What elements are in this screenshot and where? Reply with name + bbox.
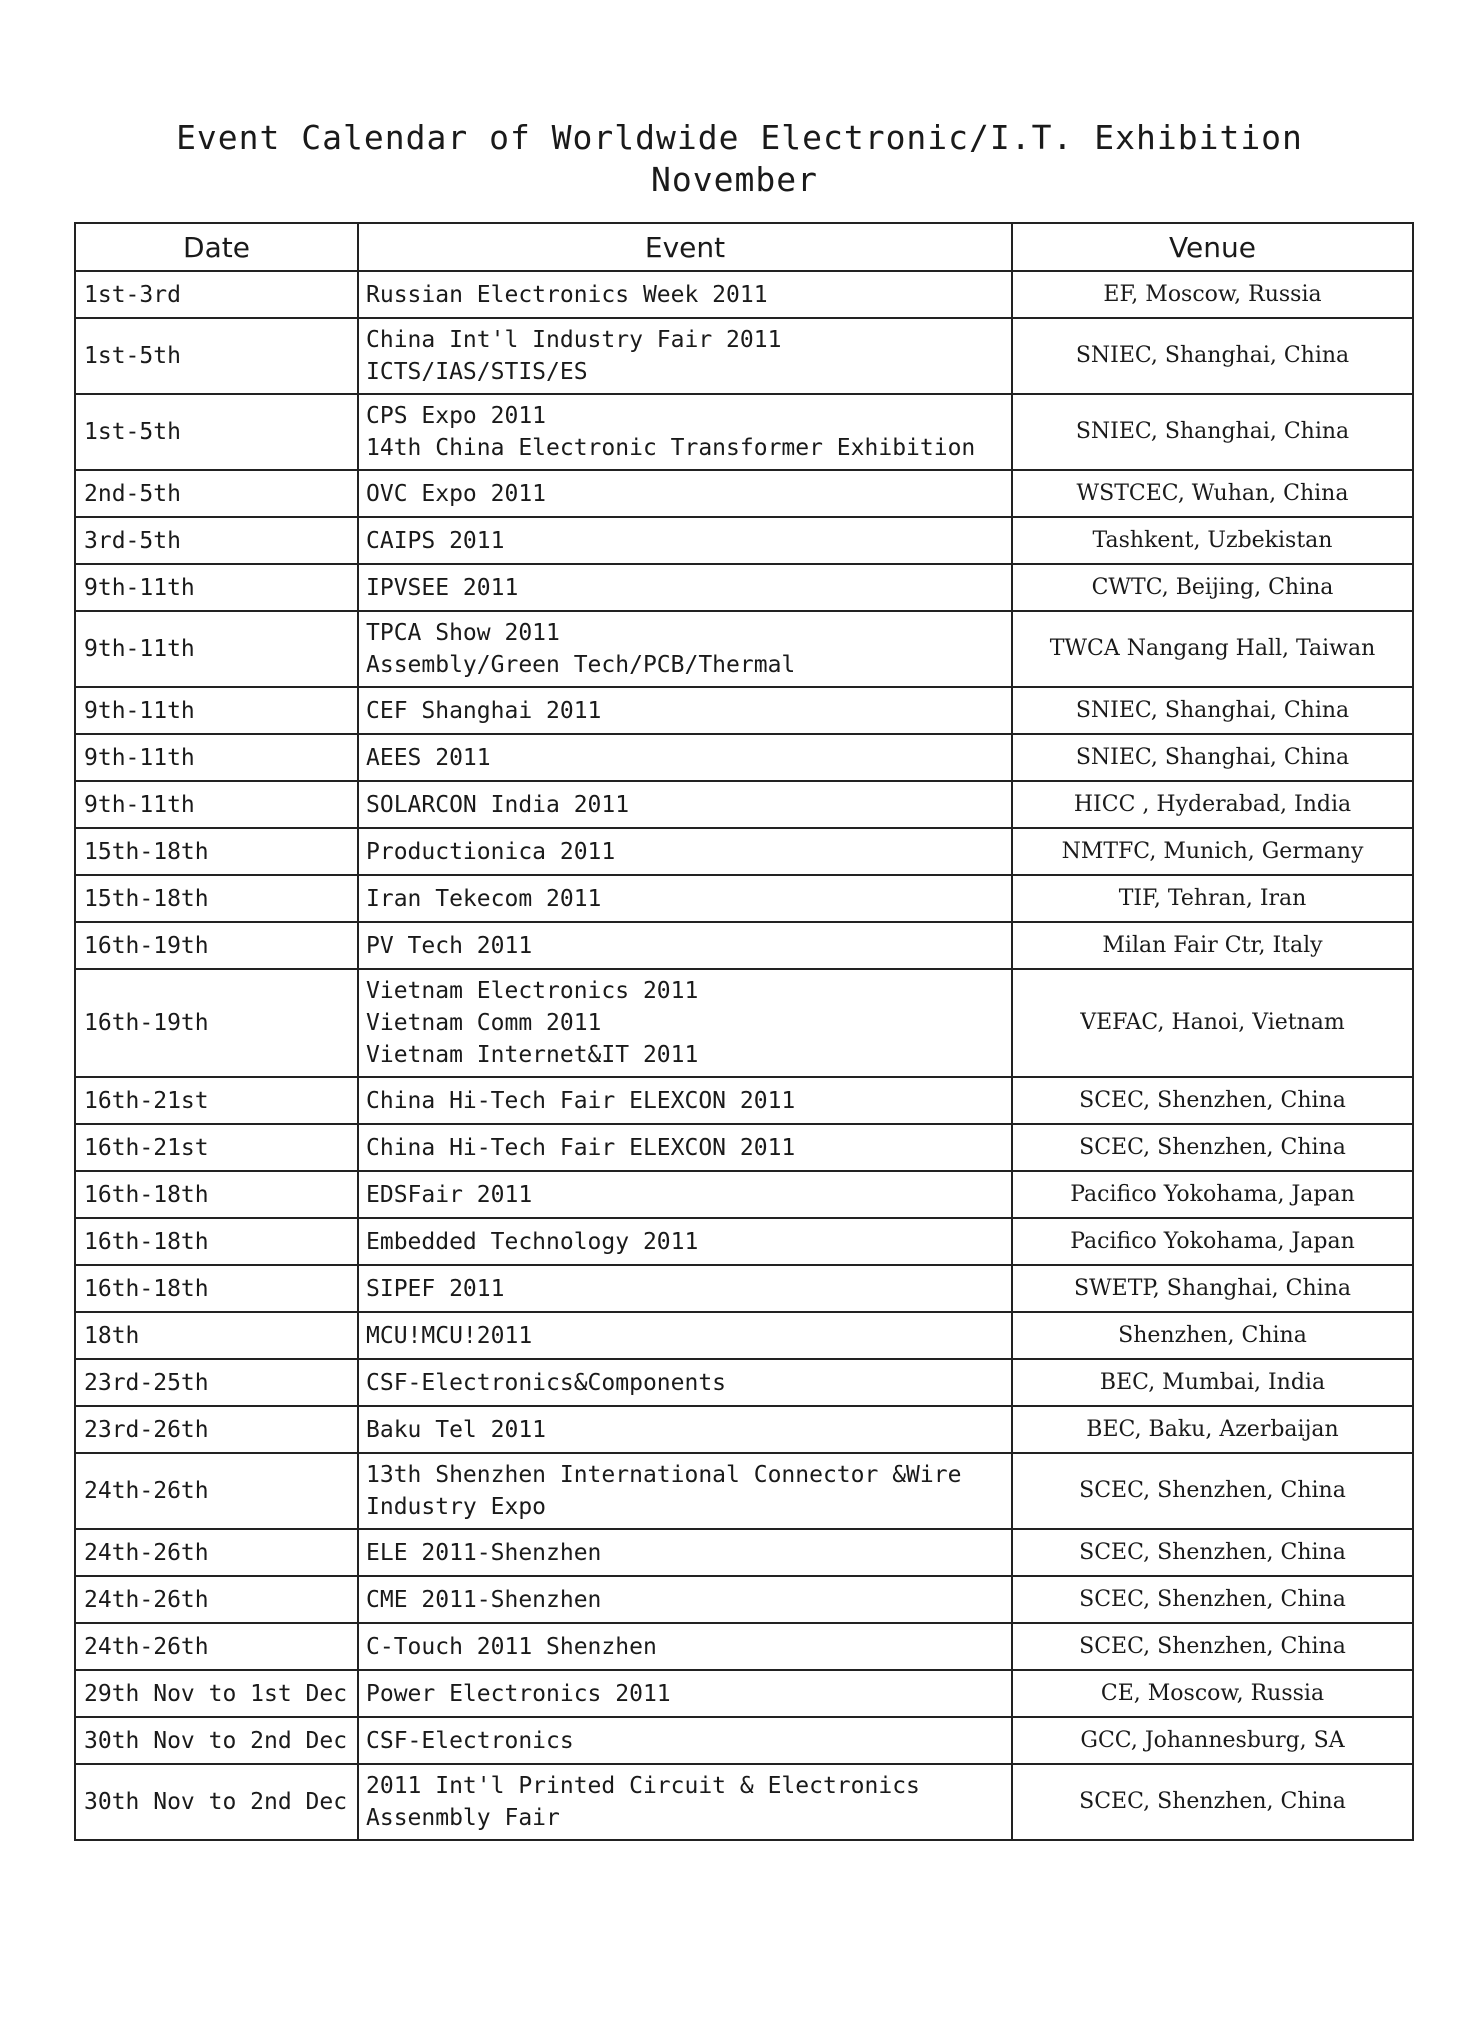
event-name-line: IPVSEE 2011 <box>366 574 519 601</box>
table-row <box>75 611 1413 687</box>
event-name-line: Vietnam Electronics 2011 <box>366 978 699 1004</box>
event-name-cell <box>358 1717 1012 1764</box>
event-date-cell: 18th <box>75 1312 358 1359</box>
header-date: Date <box>75 223 358 271</box>
table-body <box>75 271 1413 1840</box>
event-name-cell <box>358 781 1012 828</box>
table-row <box>75 271 1413 318</box>
event-name-line: CPS Expo 2011 <box>366 403 547 429</box>
table-row <box>75 1529 1413 1576</box>
table-row <box>75 1623 1413 1670</box>
event-date-cell: 2nd-5th <box>75 470 358 517</box>
event-name-line: AEES 2011 <box>366 744 491 771</box>
event-date-cell: 1st-5th <box>75 394 358 470</box>
table-row <box>75 1265 1413 1312</box>
table-row <box>75 734 1413 781</box>
event-date-cell: 30th Nov to 2nd Dec <box>75 1764 358 1840</box>
event-name-cell <box>358 1623 1012 1670</box>
event-date-cell: 9th-11th <box>75 611 358 687</box>
event-name-cell <box>358 734 1012 781</box>
event-date-cell: 1st-3rd <box>75 271 358 318</box>
event-name-cell <box>358 1529 1012 1576</box>
event-venue-cell: GCC, Johannesburg, SA <box>1012 1717 1413 1764</box>
event-date-cell: 23rd-26th <box>75 1406 358 1453</box>
table-row <box>75 318 1413 394</box>
event-venue-cell: SCEC, Shenzhen, China <box>1012 1077 1413 1124</box>
event-date-cell: 16th-19th <box>75 922 358 969</box>
event-name-cell <box>358 470 1012 517</box>
table-row <box>75 1764 1413 1840</box>
table-row <box>75 922 1413 969</box>
event-name-line: China Hi-Tech Fair ELEXCON 2011 <box>366 1134 796 1161</box>
event-name-cell <box>358 564 1012 611</box>
header-venue: Venue <box>1012 223 1413 271</box>
event-date-cell: 3rd-5th <box>75 517 358 564</box>
table-row <box>75 1453 1413 1529</box>
event-name-line: CME 2011-Shenzhen <box>366 1586 602 1613</box>
event-venue-cell: Tashkent, Uzbekistan <box>1012 517 1413 564</box>
event-date-cell: 16th-21st <box>75 1077 358 1124</box>
event-name-cell <box>358 828 1012 875</box>
table-row <box>75 1359 1413 1406</box>
document-subtitle: November <box>651 160 818 199</box>
table-row <box>75 1406 1413 1453</box>
table-row <box>75 687 1413 734</box>
event-name-line: CSF-Electronics&Components <box>366 1369 727 1396</box>
event-name-line: CSF-Electronics <box>366 1727 574 1754</box>
event-name-line: TPCA Show 2011 <box>366 620 560 646</box>
table-row <box>75 1124 1413 1171</box>
table-row <box>75 1717 1413 1764</box>
event-date-cell: 16th-18th <box>75 1265 358 1312</box>
event-name-cell <box>358 1406 1012 1453</box>
table-row <box>75 1077 1413 1124</box>
event-date-cell: 24th-26th <box>75 1576 358 1623</box>
event-name-line: Iran Tekecom 2011 <box>366 885 602 912</box>
document-title: Event Calendar of Worldwide Electronic/I.T. Exhibition <box>176 118 1303 157</box>
event-venue-cell: Shenzhen, China <box>1012 1312 1413 1359</box>
event-date-cell: 9th-11th <box>75 564 358 611</box>
event-date-cell: 29th Nov to 1st Dec <box>75 1670 358 1717</box>
table-row <box>75 1218 1413 1265</box>
event-name-cell <box>358 1312 1012 1359</box>
event-venue-cell: VEFAC, Hanoi, Vietnam <box>1012 969 1413 1077</box>
event-venue-cell: TIF, Tehran, Iran <box>1012 875 1413 922</box>
event-name-line: OVC Expo 2011 <box>366 480 547 507</box>
event-venue-cell: SWETP, Shanghai, China <box>1012 1265 1413 1312</box>
event-name-line: ELE 2011-Shenzhen <box>366 1539 602 1566</box>
event-name-line: Vietnam Internet&IT 2011 <box>366 1042 699 1068</box>
event-date-cell: 24th-26th <box>75 1623 358 1670</box>
event-name-cell <box>358 875 1012 922</box>
event-venue-cell: Pacifico Yokohama, Japan <box>1012 1218 1413 1265</box>
event-venue-cell: WSTCEC, Wuhan, China <box>1012 470 1413 517</box>
event-table-container <box>74 222 1412 1841</box>
event-venue-cell: CWTC, Beijing, China <box>1012 564 1413 611</box>
event-venue-cell: SNIEC, Shanghai, China <box>1012 318 1413 394</box>
table-row <box>75 394 1413 470</box>
event-venue-cell: SCEC, Shenzhen, China <box>1012 1124 1413 1171</box>
event-venue-cell: SCEC, Shenzhen, China <box>1012 1529 1413 1576</box>
event-name-cell <box>358 969 1012 1077</box>
event-venue-cell: SCEC, Shenzhen, China <box>1012 1453 1413 1529</box>
event-venue-cell: SCEC, Shenzhen, China <box>1012 1576 1413 1623</box>
event-name-line: Assembly/Green Tech/PCB/Thermal <box>366 652 796 678</box>
table-row <box>75 470 1413 517</box>
event-date-cell: 16th-18th <box>75 1218 358 1265</box>
table-row <box>75 1312 1413 1359</box>
event-date-cell: 24th-26th <box>75 1529 358 1576</box>
event-name-line: SIPEF 2011 <box>366 1275 505 1302</box>
event-name-cell <box>358 1218 1012 1265</box>
event-name-line: China Hi-Tech Fair ELEXCON 2011 <box>366 1087 796 1114</box>
event-name-line: Vietnam Comm 2011 <box>366 1010 602 1036</box>
event-name-cell <box>358 318 1012 394</box>
event-date-cell: 9th-11th <box>75 687 358 734</box>
table-row <box>75 1576 1413 1623</box>
table-row <box>75 875 1413 922</box>
event-date-cell: 9th-11th <box>75 734 358 781</box>
event-name-line: PV Tech 2011 <box>366 932 533 959</box>
table-row <box>75 781 1413 828</box>
event-name-line: Productionica 2011 <box>366 838 616 865</box>
event-name-line: Russian Electronics Week 2011 <box>366 281 768 308</box>
event-name-line: Embedded Technology 2011 <box>366 1228 699 1255</box>
event-venue-cell: BEC, Mumbai, India <box>1012 1359 1413 1406</box>
event-name-cell <box>358 1453 1012 1529</box>
event-name-line: Industry Expo <box>366 1494 547 1520</box>
event-date-cell: 23rd-25th <box>75 1359 358 1406</box>
event-venue-cell: EF, Moscow, Russia <box>1012 271 1413 318</box>
table-row <box>75 828 1413 875</box>
event-name-line: 14th China Electronic Transformer Exhibition <box>366 435 976 461</box>
event-name-line: Baku Tel 2011 <box>366 1416 547 1443</box>
table-header-row <box>75 223 1413 271</box>
table-row <box>75 1670 1413 1717</box>
event-name-cell <box>358 271 1012 318</box>
event-date-cell: 30th Nov to 2nd Dec <box>75 1717 358 1764</box>
event-date-cell: 9th-11th <box>75 781 358 828</box>
event-name-line: CEF Shanghai 2011 <box>366 697 602 724</box>
event-name-line: China Int'l Industry Fair 2011 <box>366 327 782 353</box>
event-date-cell: 16th-18th <box>75 1171 358 1218</box>
event-date-cell: 1st-5th <box>75 318 358 394</box>
event-name-line: Power Electronics 2011 <box>366 1680 671 1707</box>
event-name-cell <box>358 1077 1012 1124</box>
table-row <box>75 564 1413 611</box>
event-date-cell: 15th-18th <box>75 828 358 875</box>
event-calendar-table <box>74 222 1414 1841</box>
event-venue-cell: SNIEC, Shanghai, China <box>1012 687 1413 734</box>
event-name-line: Assenmbly Fair <box>366 1805 560 1831</box>
event-venue-cell: Milan Fair Ctr, Italy <box>1012 922 1413 969</box>
event-date-cell: 16th-19th <box>75 969 358 1077</box>
event-date-cell: 24th-26th <box>75 1453 358 1529</box>
event-name-cell <box>358 1576 1012 1623</box>
event-name-cell <box>358 1265 1012 1312</box>
event-name-line: CAIPS 2011 <box>366 527 505 554</box>
event-name-line: EDSFair 2011 <box>366 1181 533 1208</box>
header-event: Event <box>358 223 1012 271</box>
table-row <box>75 517 1413 564</box>
event-name-cell <box>358 1764 1012 1840</box>
event-venue-cell: NMTFC, Munich, Germany <box>1012 828 1413 875</box>
event-name-line: ICTS/IAS/STIS/ES <box>366 359 588 385</box>
event-date-cell: 16th-21st <box>75 1124 358 1171</box>
event-name-cell <box>358 1670 1012 1717</box>
event-name-line: 2011 Int'l Printed Circuit & Electronics <box>366 1773 920 1799</box>
event-venue-cell: Pacifico Yokohama, Japan <box>1012 1171 1413 1218</box>
event-venue-cell: CE, Moscow, Russia <box>1012 1670 1413 1717</box>
event-name-cell <box>358 517 1012 564</box>
event-name-line: C-Touch 2011 Shenzhen <box>366 1633 657 1660</box>
event-name-cell <box>358 394 1012 470</box>
event-venue-cell: TWCA Nangang Hall, Taiwan <box>1012 611 1413 687</box>
table-row <box>75 1171 1413 1218</box>
event-name-line: 13th Shenzhen International Connector &Wire <box>366 1462 962 1488</box>
event-name-cell <box>358 922 1012 969</box>
event-venue-cell: SCEC, Shenzhen, China <box>1012 1764 1413 1840</box>
event-name-cell <box>358 1171 1012 1218</box>
event-venue-cell: HICC , Hyderabad, India <box>1012 781 1413 828</box>
event-name-cell <box>358 687 1012 734</box>
event-venue-cell: SNIEC, Shanghai, China <box>1012 394 1413 470</box>
event-date-cell: 15th-18th <box>75 875 358 922</box>
event-name-cell <box>358 611 1012 687</box>
table-row <box>75 969 1413 1077</box>
event-venue-cell: SNIEC, Shanghai, China <box>1012 734 1413 781</box>
event-name-line: MCU!MCU!2011 <box>366 1322 533 1349</box>
event-name-cell <box>358 1124 1012 1171</box>
event-venue-cell: SCEC, Shenzhen, China <box>1012 1623 1413 1670</box>
event-name-cell <box>358 1359 1012 1406</box>
event-name-line: SOLARCON India 2011 <box>366 791 630 818</box>
event-venue-cell: BEC, Baku, Azerbaijan <box>1012 1406 1413 1453</box>
